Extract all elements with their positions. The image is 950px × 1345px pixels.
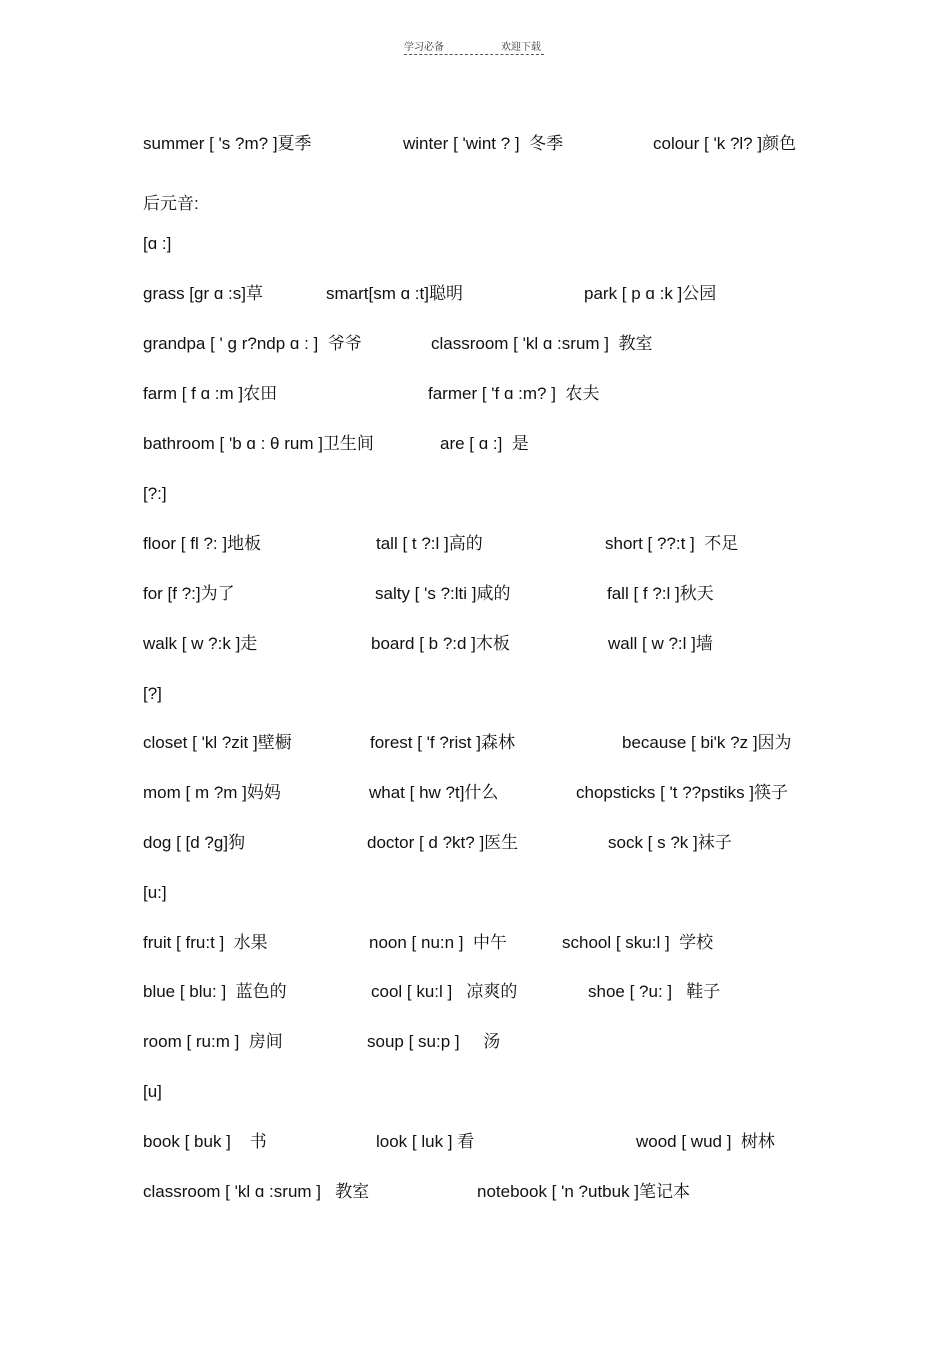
vocab-entry: tall [ t ?:l ]高的 bbox=[376, 534, 483, 553]
vocab-entry: chopsticks [ 't ??pstiks ]筷子 bbox=[576, 783, 789, 802]
vocab-entry: book [ buk ] 书 bbox=[143, 1132, 267, 1151]
vocab-entry: grandpa [ ' ɡ r?ndp ɑ : ] 爷爷 bbox=[143, 334, 362, 353]
vocab-entry: doctor [ d ?kt? ]医生 bbox=[367, 833, 519, 852]
vocab-entry: salty [ 's ?:lti ]咸的 bbox=[375, 584, 511, 603]
vocab-entry: farmer [ 'f ɑ :m? ] 农夫 bbox=[428, 384, 600, 403]
vocab-entry: for [f ?:]为了 bbox=[143, 584, 235, 603]
phoneme-heading: [u] bbox=[143, 1082, 162, 1101]
header-divider bbox=[404, 54, 544, 55]
vocab-entry: shoe [ ?u: ] 鞋子 bbox=[588, 982, 721, 1001]
vocab-entry: farm [ f ɑ :m ]农田 bbox=[143, 384, 278, 403]
vocab-entry: walk [ w ?:k ]走 bbox=[143, 634, 258, 653]
vocab-entry: colour [ 'k ?l? ]颜色 bbox=[653, 134, 797, 153]
phoneme-heading: [?:] bbox=[143, 484, 167, 503]
phoneme-heading: [?] bbox=[143, 684, 162, 703]
vocab-entry: blue [ blu: ] 蓝色的 bbox=[143, 982, 287, 1001]
vocab-entry: fall [ f ?:l ]秋天 bbox=[607, 584, 714, 603]
vocab-entry: closet [ 'kl ?zit ]壁橱 bbox=[143, 733, 292, 752]
phoneme-heading: [u:] bbox=[143, 883, 167, 902]
vocab-entry: notebook [ 'n ?utbuk ]笔记本 bbox=[477, 1182, 691, 1201]
vocab-entry: short [ ??:t ] 不足 bbox=[605, 534, 739, 553]
vocab-entry: classroom [ 'kl ɑ :srum ] 教室 bbox=[431, 334, 653, 353]
vocab-entry: fruit [ fru:t ] 水果 bbox=[143, 933, 268, 952]
vocab-entry: summer [ 's ?m? ]夏季 bbox=[143, 134, 312, 153]
vocab-entry: dog [ [d ?g]狗 bbox=[143, 833, 246, 852]
vocab-entry: look [ luk ] 看 bbox=[376, 1132, 475, 1151]
vocab-entry: forest [ 'f ?rist ]森林 bbox=[370, 733, 515, 752]
vocab-entry: cool [ ku:l ] 凉爽的 bbox=[371, 982, 518, 1001]
vocab-entry: smart[sm ɑ :t]聪明 bbox=[326, 284, 463, 303]
phoneme-heading: [ɑ :] bbox=[143, 234, 172, 253]
vocab-entry: room [ ru:m ] 房间 bbox=[143, 1032, 283, 1051]
header-left-text: 学习必备 bbox=[404, 42, 444, 53]
vocab-entry: park [ p ɑ :k ]公园 bbox=[584, 284, 717, 303]
vocab-entry: what [ hw ?t]什么 bbox=[369, 783, 499, 802]
header-right-text: 欢迎下载 bbox=[501, 42, 541, 53]
vocab-entry: noon [ nu:n ] 中午 bbox=[369, 933, 507, 952]
vocab-entry: sock [ s ?k ]袜子 bbox=[608, 833, 732, 852]
vocab-entry: board [ b ?:d ]木板 bbox=[371, 634, 510, 653]
vocab-entry: grass [gr ɑ :s]草 bbox=[143, 284, 263, 303]
vocab-entry: floor [ fl ?: ]地板 bbox=[143, 534, 262, 553]
section-heading: 后元音: bbox=[143, 194, 199, 213]
vocab-entry: bathroom [ 'b ɑ : θ rum ]卫生间 bbox=[143, 434, 374, 453]
vocab-entry: are [ ɑ :] 是 bbox=[440, 434, 529, 453]
vocab-entry: wall [ w ?:l ]墙 bbox=[608, 634, 713, 653]
vocab-entry: winter [ 'wint ? ] 冬季 bbox=[403, 134, 564, 153]
vocab-entry: school [ sku:l ] 学校 bbox=[562, 933, 714, 952]
vocab-entry: wood [ wud ] 树林 bbox=[636, 1132, 775, 1151]
page-header bbox=[404, 38, 544, 58]
vocab-entry: mom [ m ?m ]妈妈 bbox=[143, 783, 281, 802]
vocab-entry: soup [ su:p ] 汤 bbox=[367, 1032, 501, 1051]
vocab-entry: because [ bi'k ?z ]因为 bbox=[622, 733, 792, 752]
vocab-entry: classroom [ 'kl ɑ :srum ] 教室 bbox=[143, 1182, 370, 1201]
